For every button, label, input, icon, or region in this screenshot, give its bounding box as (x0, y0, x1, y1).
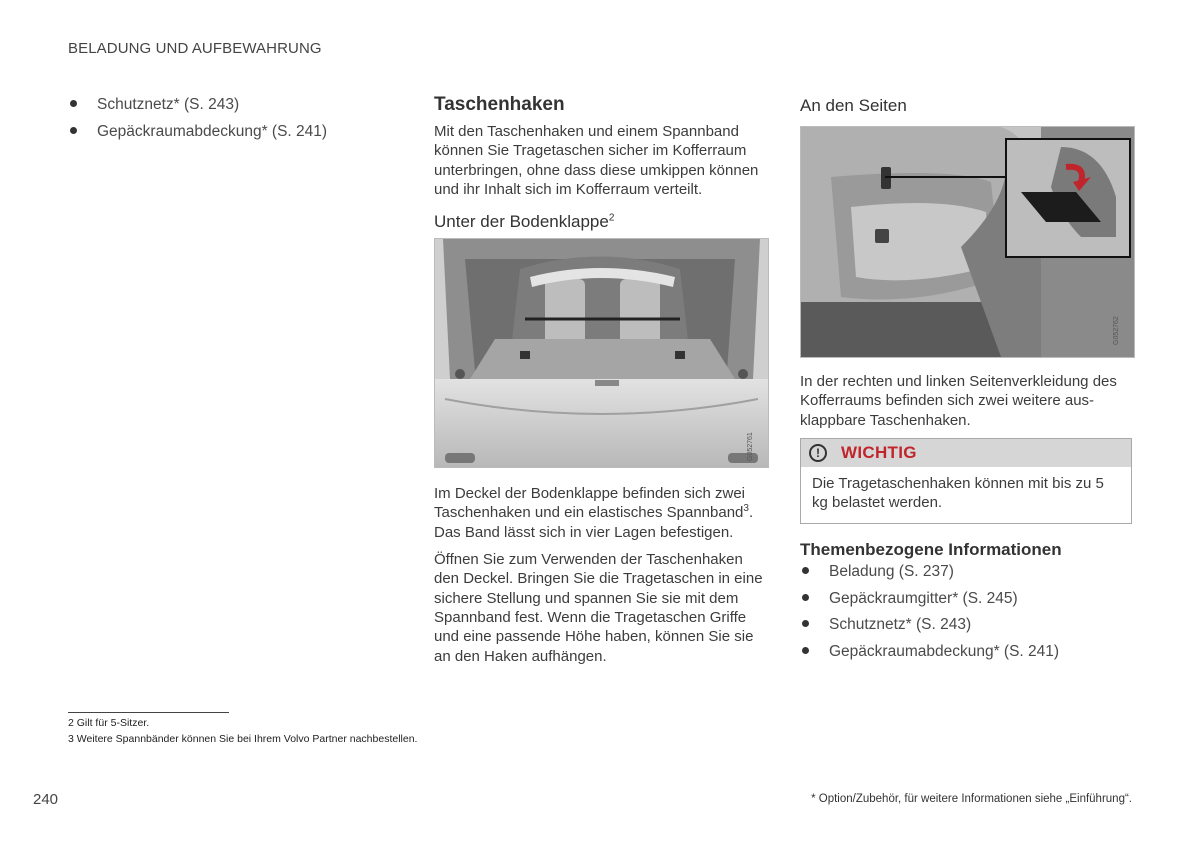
figure-side-hooks (800, 126, 1135, 358)
warning-header (801, 439, 1131, 467)
link-gepaeckraumabdeckung[interactable]: Gepäckraumabdeckung* (S. 241) (97, 122, 328, 140)
bullet-list (68, 95, 358, 141)
link-beladung[interactable]: Beladung (S. 237) (829, 563, 954, 581)
figure-code: G052761 (747, 432, 754, 462)
figure-trunk-floor (434, 238, 769, 468)
list-item (800, 642, 1134, 661)
heading-taschenhaken: Taschenhaken (434, 94, 565, 115)
link-schutznetz[interactable]: Schutznetz* (S. 243) (829, 616, 972, 634)
bullet-dot-icon (70, 127, 77, 134)
trunk-floor-illustration (435, 239, 768, 467)
link-schutznetz[interactable]: Schutznetz* (S. 243) (97, 96, 240, 113)
list-item (800, 615, 1134, 634)
bullet-dot-icon (70, 100, 77, 107)
side-hooks-illustration (801, 127, 1134, 357)
link-gepaeckraumabdeckung[interactable]: Gepäckraumabdeckung* (S. 241) (829, 642, 1060, 660)
warning-text: Die Tragetaschenhaken können mit bis zu 5 kg belastet werden. (812, 474, 1104, 512)
bullet-dot-icon (802, 620, 809, 627)
subheading-related: Themenbezogene Informationen (800, 540, 1062, 560)
paragraph-seitenverkleidung: In der rechten und linken Seitenverkleidung des Kofferraums befinden sich zwei weitere aus-klappbare Taschenhaken. (800, 373, 1117, 429)
page-number: 240 (33, 791, 59, 808)
column-right (800, 94, 1134, 668)
paragraph-deckel: Im Deckel der Bodenklappe befinden sich zwei Taschenhaken und ein elastisches Spannband$^3$. Das Band lässt sich in vier Lagen befestigen. (434, 485, 754, 541)
section-title: BELADUNG UND AUFBEWAHRUNG (68, 40, 322, 57)
column-middle (434, 94, 769, 666)
subheading-seiten: An den Seiten (800, 96, 907, 115)
footnote-divider (68, 712, 229, 713)
list-item (800, 589, 1134, 608)
bullet-dot-icon (802, 567, 809, 574)
warning-box (800, 438, 1132, 525)
subheading-bodenklappe: Unter der Bodenklappe$^2$ (434, 212, 615, 232)
footnote-2: 2 Gilt für 5-Sitzer. (68, 717, 150, 729)
warning-title: WICHTIG (841, 442, 917, 462)
bullet-dot-icon (802, 647, 809, 654)
list-item (68, 95, 358, 114)
option-note: * Option/Zubehör, für weitere Informationen siehe „Einführung“. (811, 793, 1132, 805)
column-left (68, 95, 358, 148)
exclamation-icon: ! (809, 444, 827, 462)
bullet-dot-icon (802, 594, 809, 601)
link-gepaeckraumgitter[interactable]: Gepäckraumgitter* (S. 245) (829, 589, 1018, 607)
list-item (800, 562, 1134, 581)
footnote-3: 3 Weitere Spannbänder können Sie bei Ihrem Volvo Partner nachbestellen. (68, 733, 418, 745)
figure-code: G052762 (1113, 316, 1120, 345)
related-list (800, 562, 1134, 661)
list-item (68, 122, 358, 141)
paragraph-verwenden: Öffnen Sie zum Verwenden der Taschenhaken den Deckel. Bringen Sie die Tragetaschen in eine sichere Stellung und spannen Sie sie mit dem Spannband fest. Wenn die Tragetaschen Griffe und eine passende Höhe haben, können Sie sie an den Haken aufhängen. (434, 551, 763, 665)
intro-paragraph: Mit den Taschenhaken und einem Spannband können Sie Tragetaschen sicher im Kofferraum unterbringen, ohne dass diese umkippen können und ihr Inhalt sich im Kofferraum verteilt. (434, 123, 759, 198)
